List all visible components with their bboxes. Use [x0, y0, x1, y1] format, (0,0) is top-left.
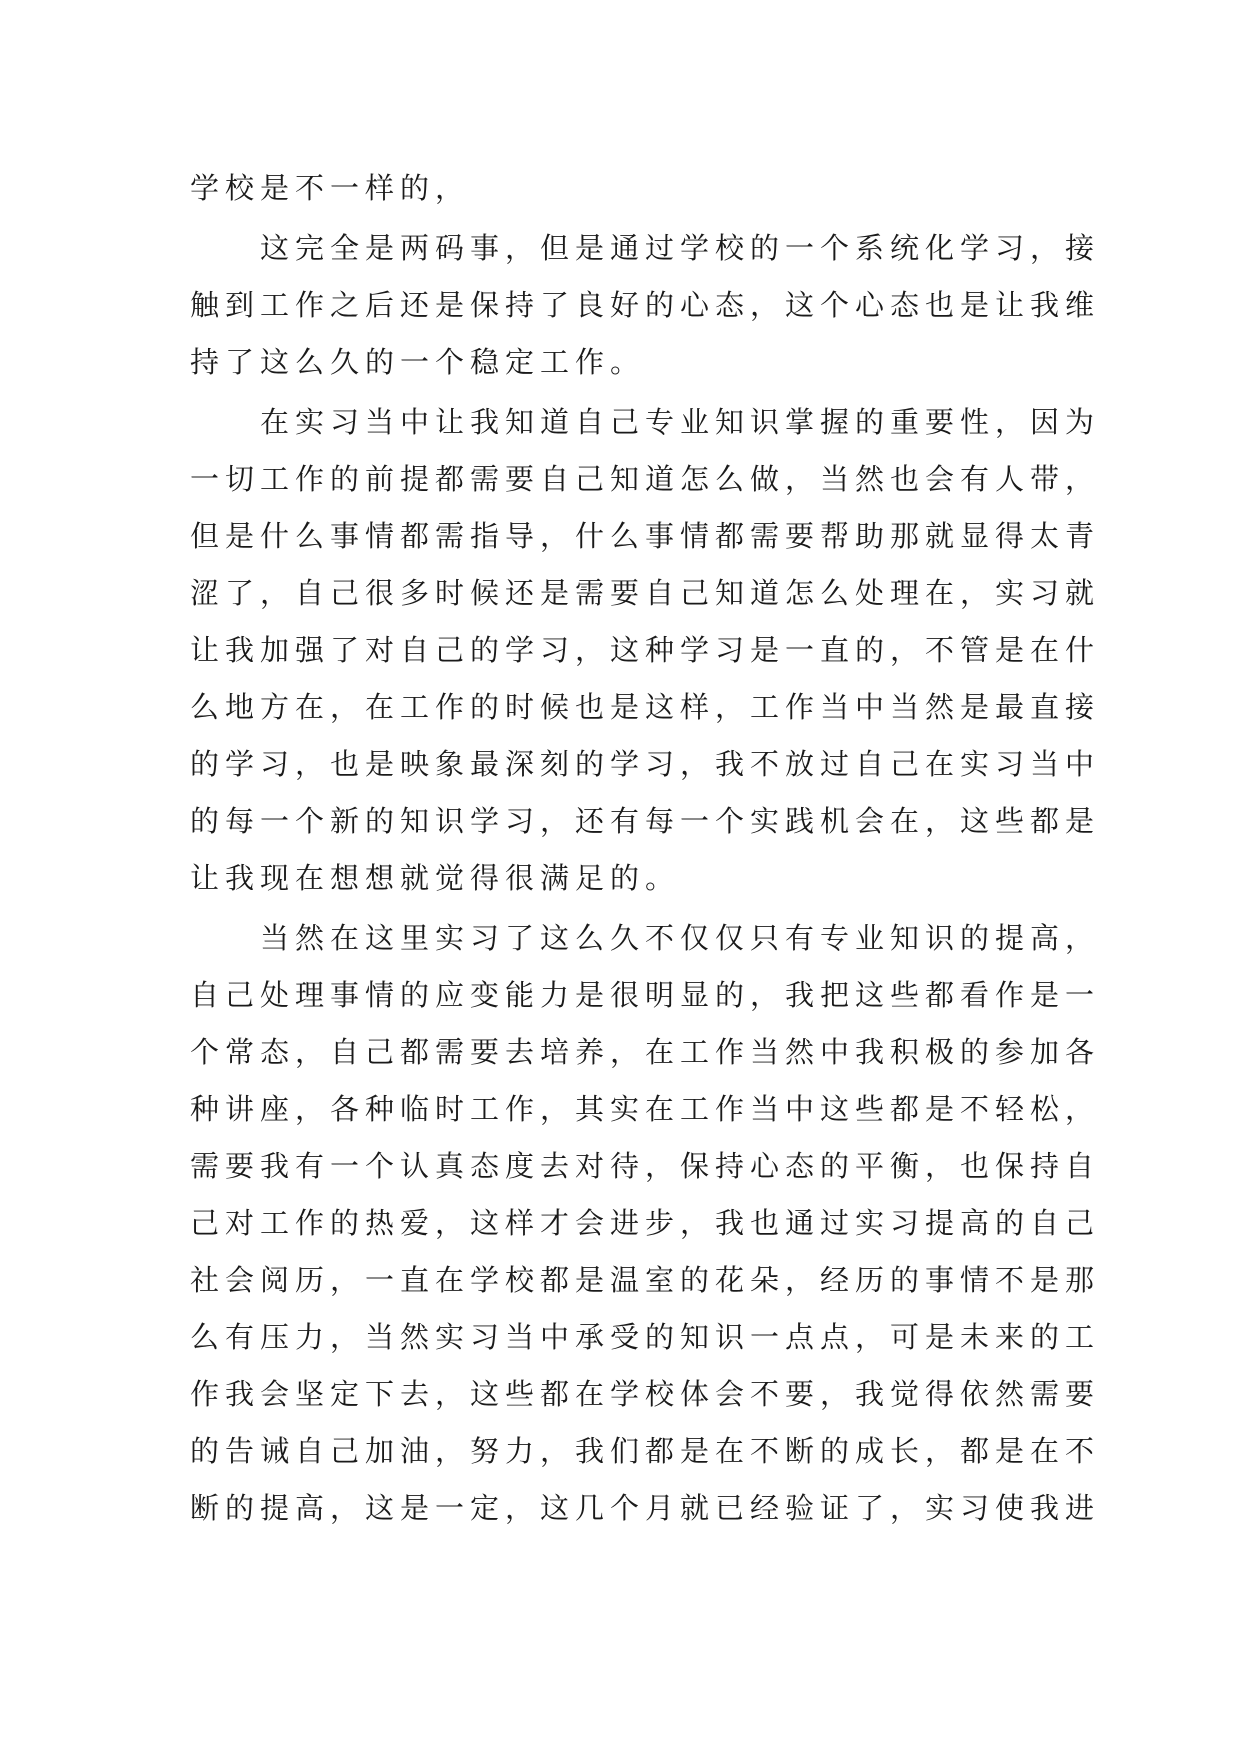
- text-line: 自己处理事情的应变能力是很明显的，我把这些都看作是一: [190, 978, 1101, 1012]
- text-line: 持了这么久的一个稳定工作。: [190, 345, 646, 379]
- text-line: 让我加强了对自己的学习，这种学习是一直的，不管是在什: [190, 633, 1101, 667]
- text-line: 的每一个新的知识学习，还有每一个实践机会在，这些都是: [190, 804, 1101, 838]
- text-line: 让我现在想想就觉得很满足的。: [190, 861, 681, 895]
- text-line: 的告诫自己加油，努力，我们都是在不断的成长，都是在不: [190, 1434, 1101, 1468]
- text-line: 涩了，自己很多时候还是需要自己知道怎么处理在，实习就: [190, 576, 1101, 610]
- text-line: 触到工作之后还是保持了良好的心态，这个心态也是让我维: [190, 288, 1101, 322]
- text-line: 么地方在，在工作的时候也是这样，工作当中当然是最直接: [190, 690, 1101, 724]
- text-line: 的学习，也是映象最深刻的学习，我不放过自己在实习当中: [190, 747, 1101, 781]
- text-line: 需要我有一个认真态度去对待，保持心态的平衡，也保持自: [190, 1149, 1101, 1183]
- text-line: 当然在这里实习了这么久不仅仅只有专业知识的提高，: [190, 921, 1101, 955]
- paragraph-3: [190, 394, 1101, 907]
- text-line: 一切工作的前提都需要自己知道怎么做，当然也会有人带，: [190, 462, 1101, 496]
- paragraph-1: [190, 160, 1050, 217]
- text-line: 己对工作的热爱，这样才会进步，我也通过实习提高的自己: [190, 1206, 1101, 1240]
- paragraph-2: [190, 220, 1101, 391]
- text-line: 个常态，自己都需要去培养，在工作当然中我积极的参加各: [190, 1035, 1101, 1069]
- paragraph-4: [190, 910, 1101, 1537]
- text-line: 种讲座，各种临时工作，其实在工作当中这些都是不轻松，: [190, 1092, 1101, 1126]
- text-line: 学校是不一样的，: [190, 171, 471, 205]
- text-line: 但是什么事情都需指导，什么事情都需要帮助那就显得太青: [190, 519, 1101, 553]
- text-line: 在实习当中让我知道自己专业知识掌握的重要性，因为: [190, 405, 1101, 439]
- text-line: 这完全是两码事，但是通过学校的一个系统化学习，接: [190, 231, 1101, 265]
- text-line: 断的提高，这是一定，这几个月就已经验证了，实习使我进: [190, 1491, 1101, 1525]
- text-line: 社会阅历，一直在学校都是温室的花朵，经历的事情不是那: [190, 1263, 1101, 1297]
- document-page: [190, 160, 1101, 1537]
- text-line: 作我会坚定下去，这些都在学校体会不要，我觉得依然需要: [190, 1377, 1101, 1411]
- text-line: 么有压力，当然实习当中承受的知识一点点，可是未来的工: [190, 1320, 1101, 1354]
